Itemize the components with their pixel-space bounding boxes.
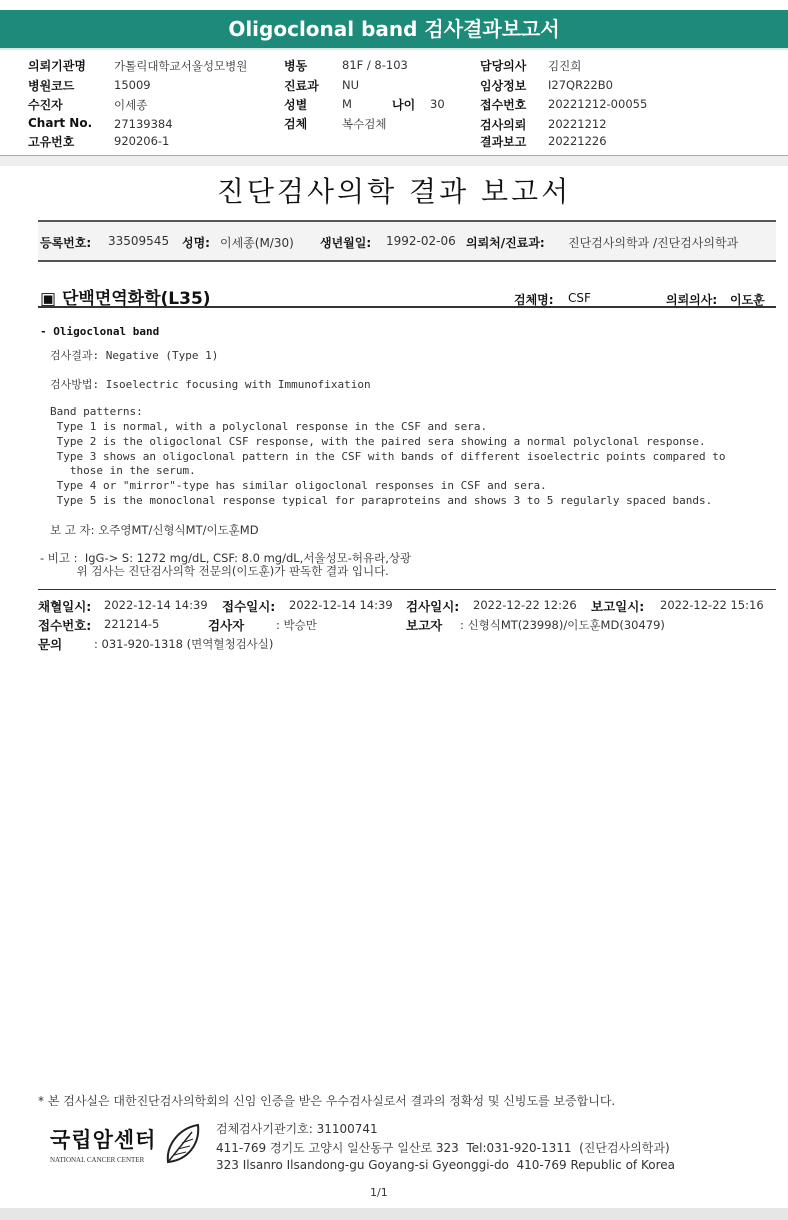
request-date-label: 검사의뢰 [480,118,527,132]
unique-id-label: 고유번호 [28,135,75,149]
institution-label: 의뢰기관명 [28,59,86,73]
test-time-value: 2022-12-22 12:26 [473,598,577,612]
band-patterns-title: Band patterns: [50,405,143,418]
page-number: 1/1 [370,1186,388,1199]
sex-label: 성별 [284,98,308,112]
header-separator [0,155,788,166]
band-pattern-line: those in the serum. [50,464,196,477]
dept-value: NU [342,78,360,92]
tester-value: : 박승만 [276,618,317,632]
patient-value: 이세종 [114,98,148,112]
specimen-name-value: CSF [568,291,591,305]
patient-label: 수진자 [28,98,63,112]
age-value: 30 [430,97,445,111]
receipt-number-label: 접수번호 [480,98,527,112]
receipt-number-value: 20221212-00055 [548,97,648,111]
collection-time-value: 2022-12-14 14:39 [104,598,208,612]
dept-label: 진료과 [284,79,319,93]
address-english: 323 Ilsanro Ilsandong-gu Goyang-si Gyeonggi-do 410-769 Republic of Korea [216,1158,675,1172]
page-bottom-border [0,1208,788,1220]
patient-info-bar [38,220,776,262]
referral-dept-value: 진단검사의학과 /진단검사의학과 [568,236,739,250]
bottom-rule [38,589,776,590]
test-time-label: 검사일시: [406,599,460,614]
requesting-doctor-value: 이도훈 [730,293,765,307]
leaf-icon [162,1122,202,1166]
report-time-value: 2022-12-22 15:16 [660,598,764,612]
birth-value: 1992-02-06 [386,234,456,248]
reg-number-value: 33509545 [108,234,170,248]
reporters: 보 고 자: 오주영MT/신형식MT/이도훈MD [50,523,259,537]
collection-time-label: 채혈일시: [38,599,92,614]
clinical-info-label: 임상정보 [480,79,527,93]
band-pattern-line: Type 1 is normal, with a polyclonal response in the CSF and sera. [50,420,488,433]
test-name: - Oligoclonal band [40,325,160,338]
name-value: 이세종(M/30) [220,236,294,250]
request-date-value: 20221212 [548,117,607,131]
specimen-value: 복수검체 [342,117,387,131]
chart-label: Chart No. [28,116,93,130]
remark-line: 위 검사는 진단검사의학 전문의(이도훈)가 판독한 결과 입니다. [40,564,389,578]
hospital-code-value: 15009 [114,78,151,92]
certification-note: * 본 검사실은 대한진단검사의학회의 신임 인증을 받은 우수검사실로서 결과의 정확성 및 신빙도를 보증합니다. [38,1094,616,1108]
chart-value: 27139384 [114,117,173,131]
institution-value: 가톨릭대학교서울성모병원 [114,59,248,73]
header-divider [0,48,788,50]
reporter-label: 보고자 [406,618,443,633]
section-rule [38,306,776,308]
bottom-receipt-value: 221214-5 [104,617,160,631]
requesting-doctor-label: 의뢰의사: [666,293,718,307]
ward-value: 81F / 8-103 [342,58,408,72]
unique-id-value: 920206-1 [114,134,170,148]
birth-label: 생년월일: [320,236,372,250]
report-title-bar: Oligoclonal band 검사결과보고서 [0,10,788,48]
clinical-info-value: I27QR22B0 [548,78,613,92]
specimen-label: 검체 [284,117,308,131]
document-title: 진단검사의학 결과 보고서 [216,175,572,208]
test-result: 검사결과: Negative (Type 1) [50,349,219,362]
remark-line: - 비고 : IgG-> S: 1272 mg/dL, CSF: 8.0 mg/dL,서울성모-허유라,상광 [40,551,412,565]
reg-number-label: 등록번호: [40,236,92,250]
logo-text: 국립암센터 [50,1128,157,1152]
band-pattern-line: Type 2 is the oligoclonal CSF response, with the paired sera showing a normal polyclonal response. [50,435,706,448]
report-time-label: 보고일시: [591,599,645,614]
sex-value: M [342,97,352,111]
report-date-label: 결과보고 [480,135,527,149]
tester-label: 검사자 [208,618,245,633]
test-method: 검사방법: Isoelectric focusing with Immunofixation [50,378,371,391]
receive-time-label: 접수일시: [222,599,276,614]
name-label: 성명: [182,236,210,250]
reporter-value: : 신형식MT(23998)/이도훈MD(30479) [460,618,665,632]
band-pattern-line: Type 3 shows an oligoclonal pattern in the CSF with bands of different isoelectric points compared to [50,450,726,463]
address-korean: 411-769 경기도 고양시 일산동구 일산로 323 Tel:031-920-1311 (진단검사의학과) [216,1141,670,1155]
doctor-label: 담당의사 [480,59,527,73]
report-date-value: 20221226 [548,134,607,148]
section-title: ▣ 단백면역화학(L35) [40,289,211,309]
org-code: 검체검사기관기호: 31100741 [216,1122,378,1136]
inquiry-value: : 031-920-1318 (면역혈청검사실) [94,637,274,651]
bottom-receipt-label: 접수번호: [38,618,92,633]
band-pattern-line: Type 5 is the monoclonal response typical for paraproteins and shows 3 to 5 regularly spaced bands. [50,494,713,507]
receive-time-value: 2022-12-14 14:39 [289,598,393,612]
ward-label: 병동 [284,59,308,73]
hospital-code-label: 병원코드 [28,79,75,93]
doctor-value: 김진희 [548,59,582,73]
band-pattern-line: Type 4 or "mirror"-type has similar oligoclonal responses in CSF and sera. [50,479,547,492]
inquiry-label: 문의 [38,637,63,652]
age-label: 나이 [392,98,416,112]
logo-subtext: NATIONAL CANCER CENTER [50,1156,145,1164]
referral-dept-label: 의뢰처/진료과: [466,236,545,250]
logo [50,1124,200,1170]
specimen-name-label: 검체명: [514,293,554,307]
